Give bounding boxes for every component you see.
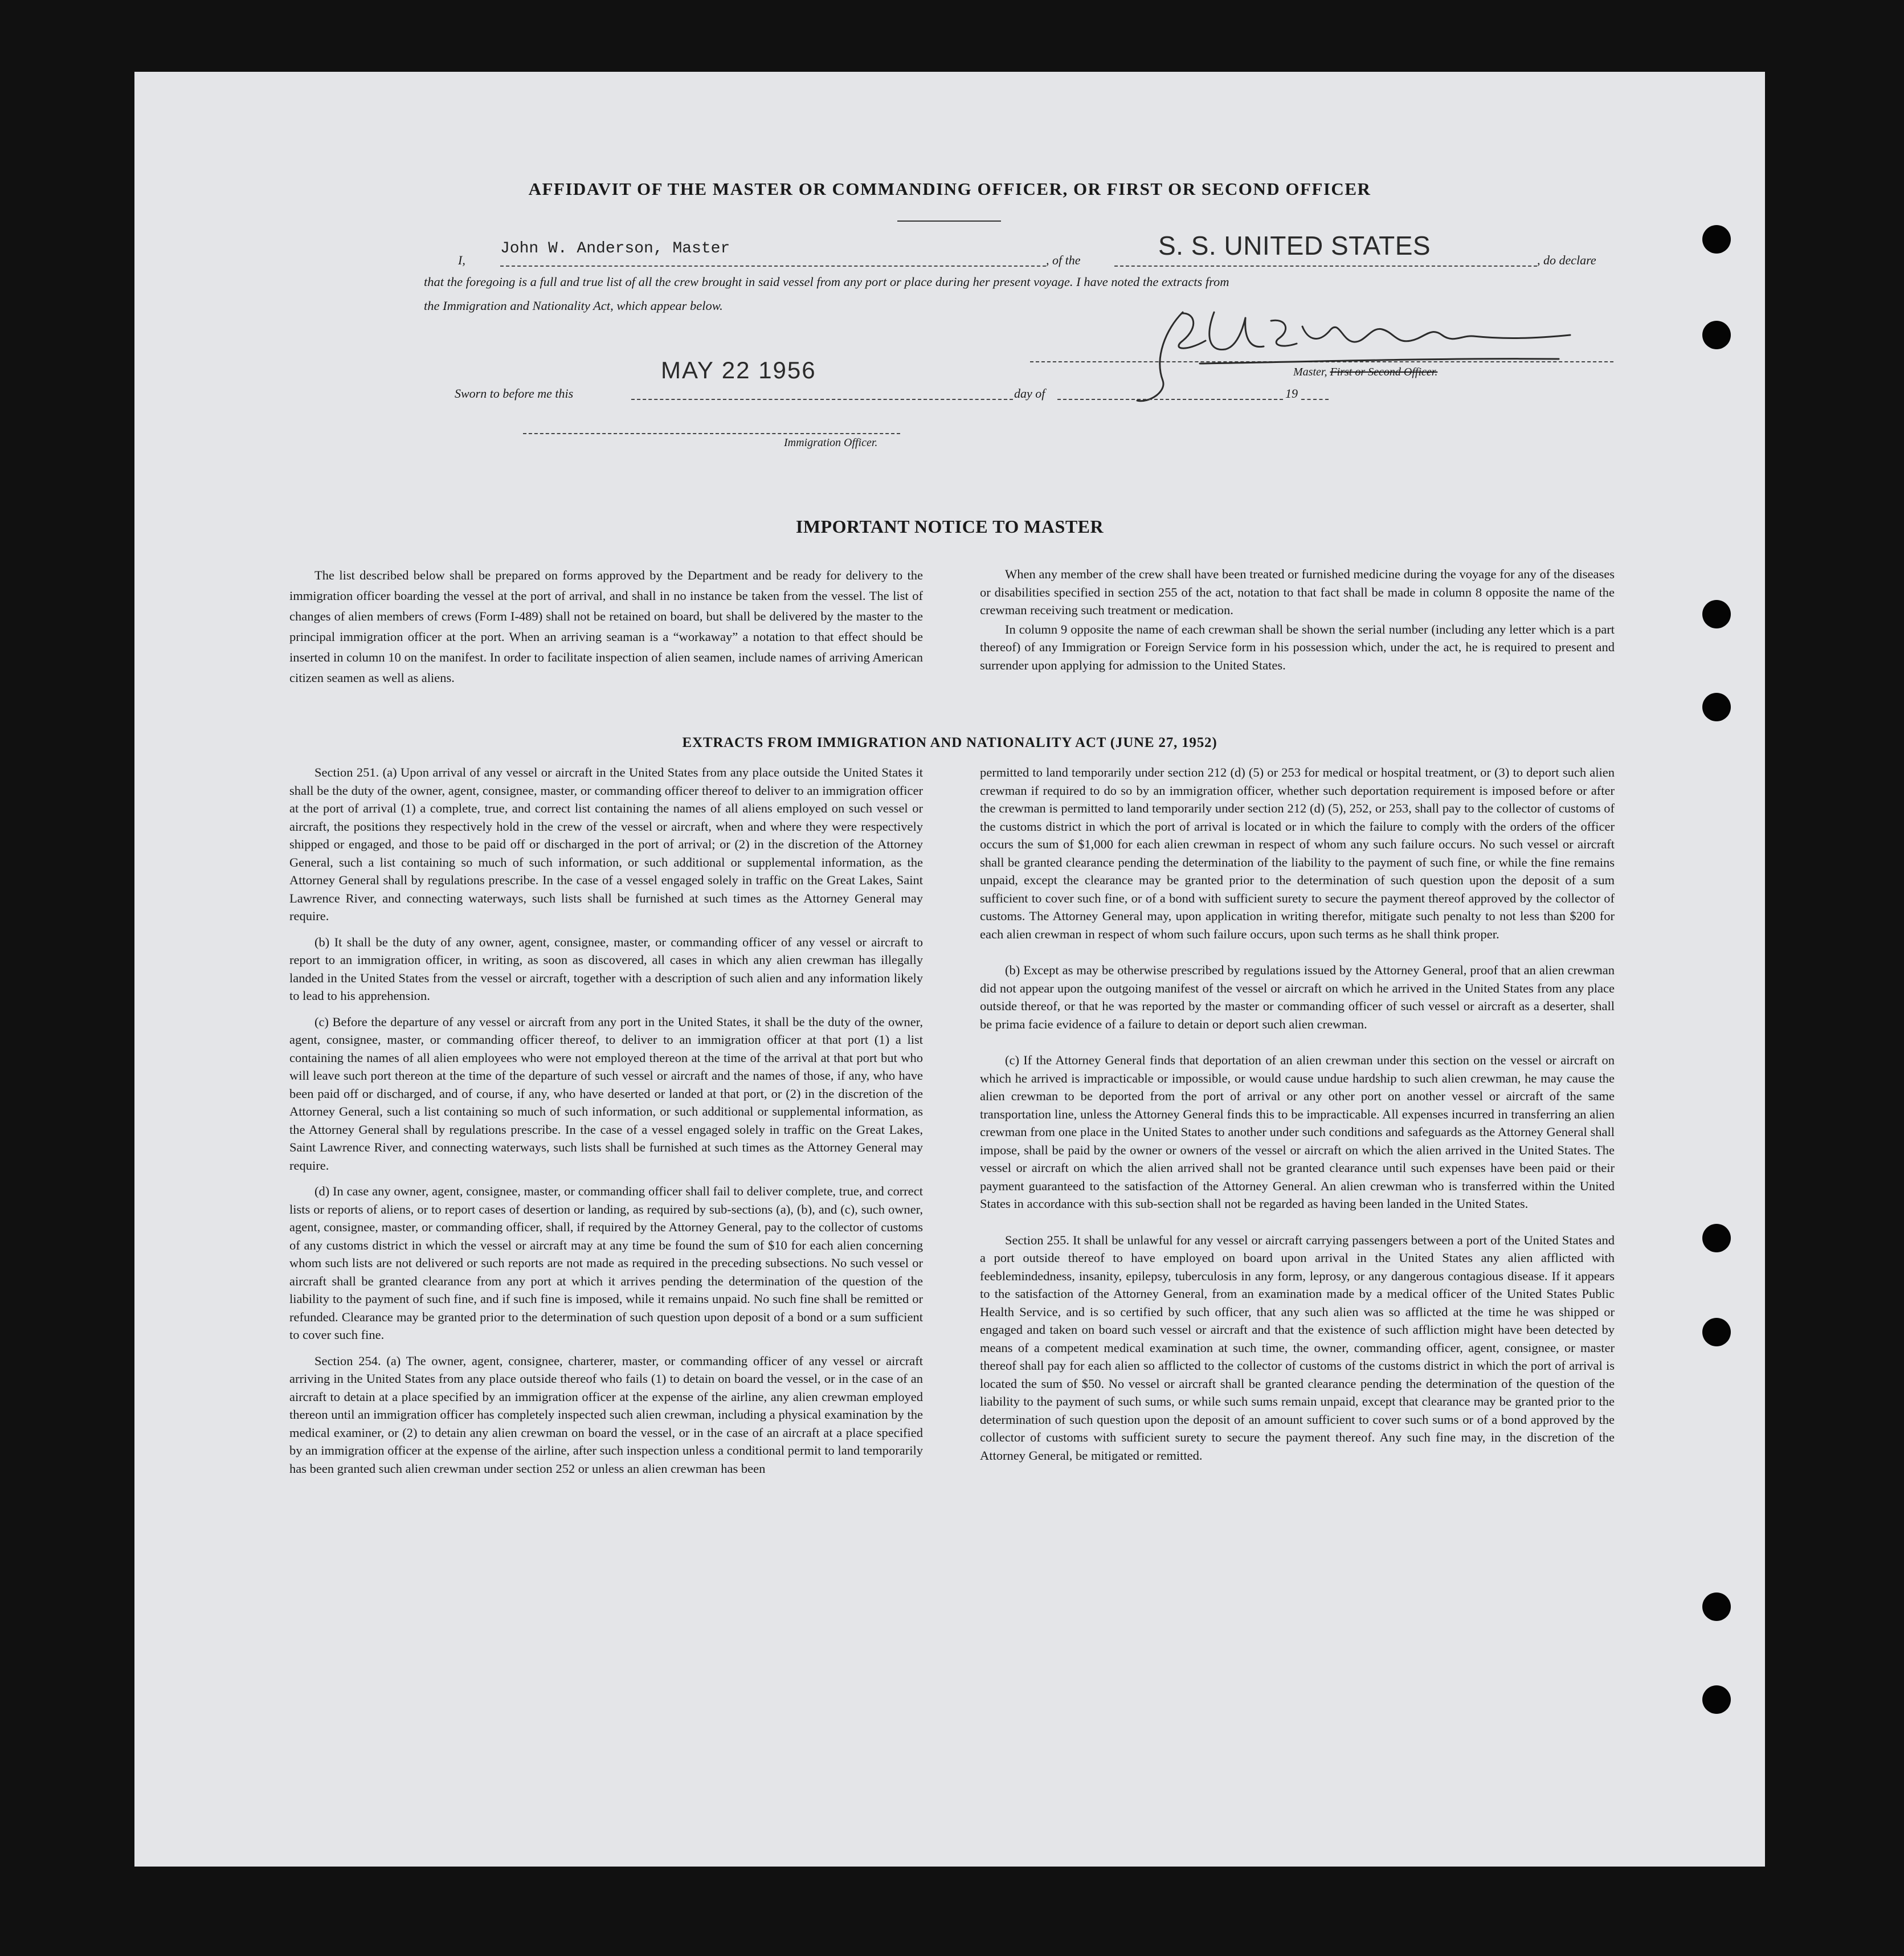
- section-254-a: Section 254. (a) The owner, agent, consignee, charterer, master, or commanding officer of any vessel or aircraft arriving in the United States from any place outside thereof who fails (1) to detain on board the vessel, or in the case of an aircraft to detain at a place specified by an immigration officer at the expense of the airline, any alien crewman employed thereon until an immigration officer has completely inspected such alien crewman, including a physical examination by the medical examiner, or (2) to detain any alien crewman on board the vessel, or in the case of an aircraft at a place specified by an immigration officer at the expense of the airline, after such inspection unless a conditional permit to land temporarily has been granted such alien crewman under section 252 or unless an alien crewman has been: [289, 1353, 923, 1476]
- notice-left-column: [289, 565, 923, 696]
- i-label: I,: [458, 253, 465, 267]
- binder-hole: [1702, 693, 1731, 721]
- binder-hole: [1702, 600, 1731, 628]
- binder-hole: [1702, 1224, 1731, 1252]
- day-of-label: day of: [1014, 386, 1045, 401]
- section-251-c: (c) Before the departure of any vessel or aircraft from any port in the United States, it shall be the duty of the owner, agent, consignee, master, or commanding officer thereof, to deliver to an immigration officer at that port (1) a list containing the names of all alien employees who were not employed thereon at the time of the arrival at that port but who will leave such port thereon at the time of the departure of such vessel or aircraft and the names of those, if any, who have been paid off or discharged, and of course, if any, who have deserted or landed at that port, or (2) in the discretion of the Attorney General, such a list containing so much of such information, or such additional or supplemental information, as the Attorney General shall by regulations prescribe. In the case of a vessel engaged solely in traffic on the Great Lakes, Saint Lawrence River, and connecting waterways, such lists shall be furnished at such times as the Attorney General may require.: [289, 1014, 923, 1173]
- notice-right-paragraph-2: In column 9 opposite the name of each crewman shall be shown the serial number (including any letter which is a part thereof) of any Immigration or Foreign Service form in his possession which, under the act, he is required to present and surrender upon applying for admission to the United States.: [980, 622, 1615, 672]
- sworn-day-line: [631, 399, 1013, 400]
- immigration-officer-label: Immigration Officer.: [784, 436, 878, 449]
- binder-hole: [1702, 321, 1731, 349]
- notice-right-column: [980, 565, 1615, 682]
- section-254-c: (c) If the Attorney General finds that deportation of an alien crewman under this section on the vessel or aircraft on which he arrived is impracticable or impossible, or would cause undue hardship to such alien crewman, he may cause the alien crewman to be deported from the port of arrival or any other port on another vessel or aircraft of the same transportation line, unless the Attorney General finds this to be impracticable. All expenses incurred in transferring an alien crewman from one place in the United States to another under such conditions and safeguards as the Attorney General shall impose, shall be paid by the owner or owners of the vessel or aircraft on which the alien arrived in the United States. The vessel or aircraft on which the alien arrived shall not be granted clearance until such expenses have been paid or their payment guaranteed to the satisfaction of the Attorney General. An alien crewman who is transferred within the United States in accordance with this sub-section shall not be regarded as having been landed in the United States.: [980, 1053, 1615, 1211]
- binder-hole: [1702, 1592, 1731, 1621]
- section-254-a-continued: permitted to land temporarily under section 212 (d) (5) or 253 for medical or hospital treatment, or (3) to deport such alien crewman if required to do so by an immigration officer, whether such deportation requirement is imposed before or after the crewman is permitted to land temporarily under section 212 (d) (5), 252, or 253, shall pay to the collector of customs of the customs district in which the port of arrival is located or in which the failure to comply with the orders of the officer occurs the sum of $1,000 for each alien crewman in respect of whom any such failure occurs. No such vessel or aircraft shall be granted clearance pending the determination of the liability to the payment of such fine, or while the fine remains unpaid, except the clearance may be granted prior to the determination of such question upon the deposit of a sum sufficient to cover such fine, or of a bond with sufficient surety to secure the payment thereof approved by the collector of customs. The Attorney General may, upon application in writing therefor, mitigate such penalty to not less than $200 for each alien crewman in respect of whom such failure occurs, upon such terms as he shall think proper.: [980, 765, 1615, 941]
- immigration-officer-line: [523, 433, 900, 434]
- section-254-b: (b) Except as may be otherwise prescribed by regulations issued by the Attorney General, proof that an alien crewman did not appear upon the outgoing manifest of the vessel or aircraft on which he arrived in the United States from any place outside thereof, or that he was reported by the master or commanding officer of such vessel or aircraft as a deserter, shall be prima facie evidence of a failure to detain or deport such alien crewman.: [980, 963, 1615, 1031]
- signature-role-struck: First or Second Officer.: [1330, 366, 1438, 378]
- binder-hole: [1702, 225, 1731, 254]
- year-line: [1301, 399, 1329, 400]
- extracts-title: EXTRACTS FROM IMMIGRATION AND NATIONALITY ACT (JUNE 27, 1952): [682, 735, 1217, 750]
- master-name-line: [500, 266, 1046, 267]
- notice-right-paragraph-1: When any member of the crew shall have been treated or furnished medicine during the voyage for any of the diseases or disabilities specified in section 255 of the act, notation to that fact shall be made in column 8 opposite the name of the crewman receiving such treatment or medication.: [980, 567, 1615, 617]
- vessel-name-line: [1114, 266, 1537, 267]
- section-251-b: (b) It shall be the duty of any owner, agent, consignee, master, or commanding officer of any vessel or aircraft to report to an immigration officer, in writing, as soon as discovered, all cases in which any alien crewman has illegally landed in the United States from the vessel or aircraft, together with a description of such alien and any information likely to lead to his apprehension.: [289, 934, 923, 1003]
- signature-role-label: [1293, 366, 1437, 379]
- master-signature: [1114, 295, 1582, 409]
- master-name: John W. Anderson, Master: [500, 240, 730, 258]
- binder-hole: [1702, 1685, 1731, 1714]
- title-divider: [897, 220, 1001, 222]
- declaration-line-2: the Immigration and Nationality Act, which appear below.: [424, 299, 723, 313]
- sworn-label: Sworn to before me this: [455, 386, 574, 401]
- signature-role-master: Master,: [1293, 366, 1327, 378]
- extracts-left-column: [289, 763, 923, 1485]
- notice-left-paragraph: The list described below shall be prepared on forms approved by the Department and be ready for delivery to the immigration officer boarding the vessel at the port of arrival, and shall in no instance be taken from the vessel. The list of changes of alien members of crews (Form I-489) shall not be retained on board, but shall be delivered by the master to the principal immigration officer at the port. When an arriving seaman is a “workaway” a notation to that effect should be inserted in column 10 on the manifest. In order to facilitate inspection of alien seamen, include names of arriving American citizen seamen as well as aliens.: [289, 568, 923, 685]
- section-255: Section 255. It shall be unlawful for any vessel or aircraft carrying passengers between a port of the United States and a port outside thereof to have employed on board upon arrival in the United States any alien afflicted with feeblemindedness, insanity, epilepsy, tuberculosis in any form, leprosy, or any dangerous contagious disease. If it appears to the satisfaction of the Attorney General, from an examination made by a medical officer of the United States Public Health Service, and is so certified by such officer, that any such alien was so afflicted at the time he was shipped or engaged and taken on board such vessel or aircraft and that the existence of such affliction might have been detected by means of a competent medical examination at such time, the owner, commanding officer, agent, consignee, or master thereof shall pay for each alien so afflicted to the collector of customs of the customs district in which the port of arrival is located the sum of $50. No vessel or aircraft shall be granted clearance pending the determination of the question of the liability to the payment of such sums, or while such sums remain unpaid, except that clearance may be granted prior to the determination of such question upon the deposit of an amount sufficient to cover such sums or of a bond approved by the collector of customs with sufficient surety to secure the payment thereof. Any such fine may, in the discretion of the Attorney General, be mitigated or remitted.: [980, 1232, 1615, 1463]
- sworn-date-stamp: MAY 22 1956: [661, 357, 816, 383]
- year-label: 19: [1285, 386, 1298, 401]
- section-251-a: Section 251. (a) Upon arrival of any vessel or aircraft in the United States from any place outside the United States it shall be the duty of the owner, agent, consignee, master, or commanding officer thereof to deliver to an immigration officer at the port of arrival (1) a complete, true, and correct list containing the names of all aliens employed on such vessel or aircraft, the positions they respectively hold in the crew of the vessel or aircraft, when and where they were respectively shipped or engaged, and those to be paid off or discharged in the port of arrival; or (2) in the discretion of the Attorney General, such a list containing so much of such information, or such additional or supplemental information, as the Attorney General shall by regulations prescribe. In the case of a vessel engaged solely in traffic on the Great Lakes, Saint Lawrence River, and connecting waterways, such lists shall be furnished at such times as the Attorney General may require.: [289, 765, 923, 923]
- of-the-label: , of the: [1046, 253, 1081, 267]
- month-line: [1057, 399, 1283, 400]
- document-page: [134, 72, 1765, 1867]
- vessel-name: S. S. UNITED STATES: [1158, 231, 1431, 260]
- affidavit-title: AFFIDAVIT OF THE MASTER OR COMMANDING OFFICER, OR FIRST OR SECOND OFFICER: [528, 179, 1371, 199]
- binder-hole: [1702, 1318, 1731, 1346]
- section-251-d: (d) In case any owner, agent, consignee, master, or commanding officer shall fail to deliver complete, true, and correct lists or reports of aliens, or to report cases of desertion or landing, as required by sub-sections (a), (b), and (c), such owner, agent, consignee, master, or commanding officer, shall, if required by the Attorney General, pay to the collector of customs of any customs district in which the vessel or aircraft may at any time be found the sum of $10 for each alien concerning whom such lists are not delivered or such reports are not made as required in the preceding subsections. No such vessel or aircraft shall be granted clearance from any port at which it arrives pending the determination of the question of the liability to the payment of such fine, and if such fine is imposed, while it remains unpaid. No such fine shall be remitted or refunded. Clearance may be granted prior to the determination of such question upon deposit of a bond or a sum sufficient to cover such fine.: [289, 1184, 923, 1342]
- do-declare-label: , do declare: [1537, 253, 1596, 267]
- extracts-right-column: [980, 763, 1615, 1472]
- declaration-line-1: that the foregoing is a full and true list of all the crew brought in said vessel from any port or place during her present voyage. I have noted the extracts from: [424, 275, 1229, 289]
- notice-title: IMPORTANT NOTICE TO MASTER: [795, 516, 1104, 537]
